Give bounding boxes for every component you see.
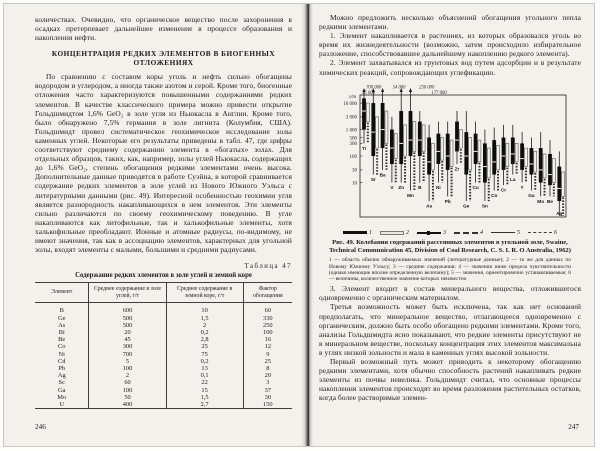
table-cell: 1,5 xyxy=(166,394,243,401)
y-tick-label: 3 000 xyxy=(345,115,357,121)
lit-core-bar xyxy=(502,137,506,169)
table-cell: 400 xyxy=(89,401,166,409)
table-row xyxy=(35,322,292,329)
mean-tick xyxy=(437,151,441,152)
book-spread-scan xyxy=(3,3,595,447)
table-cell: Be xyxy=(58,336,66,344)
mean-tick xyxy=(539,169,543,170)
table-row xyxy=(35,358,292,365)
annotation-value: 177 000 xyxy=(431,90,447,96)
element-label: La xyxy=(510,176,516,182)
table-row xyxy=(35,303,292,315)
element-label: V xyxy=(390,184,394,190)
table-cell: Co xyxy=(58,343,66,351)
nsw-range-bar xyxy=(487,148,490,178)
table-cell: 2 xyxy=(89,372,166,379)
mean-tick xyxy=(483,166,487,167)
mean-tick xyxy=(446,155,450,156)
table-cell: U xyxy=(59,400,65,408)
nsw-range-bar xyxy=(497,145,500,169)
element-label: Zn xyxy=(398,184,405,190)
page-number-left: 246 xyxy=(35,423,46,431)
table-cell: 0,2 xyxy=(166,329,243,336)
paragraph: Можно предложить несколько объяснений обогащения угольного пепла редкими элементами. xyxy=(319,13,581,32)
y-tick-label: 1 000 xyxy=(345,128,357,134)
table-cell: 9 xyxy=(243,351,292,358)
table-row xyxy=(35,329,292,336)
table-cell: 25 xyxy=(243,358,292,365)
figure-legend-text: 1 — область обычно обнаруживаемых значений (литературные данные); 2 — то же для данных по Новому Южному Уэльсу; 3 — средние содержания; 4 — значения ниже предела чувствительности (однако имеющие вполне определенную величину); 5 — значения, ориентировочно устанавливаемые; 6 — величины, количественное значение которых неизвестно xyxy=(329,257,571,283)
y-tick-label: 10 000 xyxy=(343,101,357,107)
nsw-range-bar xyxy=(506,143,509,166)
annotation-value: 700 000 xyxy=(366,85,382,91)
table-cell: 600 xyxy=(89,303,166,315)
arrow-head xyxy=(381,88,384,92)
mean-tick xyxy=(520,158,524,159)
list-item-2: 2. Элемент захватывался из грунтовых вод путем адсорбции и в результате химических реакций, сопровождающих углефикацию. xyxy=(319,58,581,77)
nsw-range-bar xyxy=(450,140,453,167)
legend-sample-thin-solid xyxy=(491,232,515,233)
table-cell: 330 xyxy=(243,315,292,322)
annotation-value: 54 000 xyxy=(392,85,406,91)
table-cell: 60 xyxy=(89,379,166,386)
table-row xyxy=(35,387,292,394)
nsw-range-bar xyxy=(422,125,425,151)
table-cell: Pb xyxy=(58,364,66,372)
legend-number: 1 xyxy=(369,229,372,236)
lit-core-bar xyxy=(381,103,385,148)
table-cell: 60 xyxy=(243,303,292,315)
element-label: Sn xyxy=(481,203,488,209)
legend-number: 3 xyxy=(443,229,446,236)
lit-core-bar xyxy=(530,148,534,175)
mean-tick xyxy=(381,129,385,130)
lit-core-bar xyxy=(474,133,478,163)
nsw-range-bar xyxy=(525,148,528,167)
y-tick-label: 10 xyxy=(352,181,357,187)
element-label: Cr xyxy=(500,187,507,193)
mean-tick xyxy=(390,147,394,148)
table-cell: 10 xyxy=(166,303,243,315)
legend-number: 5 xyxy=(517,229,520,236)
element-label: Sr xyxy=(370,176,376,182)
element-label: Ti xyxy=(361,145,367,151)
lit-core-bar xyxy=(483,143,487,182)
y-tick-label: 100 xyxy=(349,154,357,160)
body-paragraph: По сравнению с составом коры уголь и нефть сильно обогащены водородом и углеродом, а иногда также азотом и серой. Кроме того, биогенные отложения часто характеризуются повышенными содержаниями редких элементов. В качестве классического примера можно привести открытие Гольдшмидтом 1,6% GeO₂ в золе угля из Ньюкасла в Англии. Кроме того, было обнаружено 7,5% германия в золе лигнита (Колумбия, США). Гольдшмидт провел систематическое геохимическое исследование золы каменных углей. Некоторые его результаты приведены в табл. 47, где цифры соответствуют среднему содержанию элемента в «богатых» золах. Для отдельных образцов, таких, как, например, золы углей Ньюкасла, содержащих до 1,6% GeO₂, степень обогащения редкими элементами очень высока. Дополнительные данные приводятся в работе Суэйна, в которой сравнивается содержание редких элементов в золе углей из Нового Южного Уэльса с литературными данными (рис. 49). Интересной особенностью геохимии угля является разнородность накапливающихся в нем элементов. Эти элементы сильно различаются по своему геохимическому поведению. В угле накапливаются как литофильные, так и халькофильные элементы, хотя халькофильные преобладают. Ионные и атомные радиусы, по-видимому, не имеют значения, так как в ассоциацию элементов, характерных для угольной золы, входят элементы с малыми, большими и средними радиусами. xyxy=(35,72,292,255)
nsw-range-bar xyxy=(459,129,462,148)
table-cell: Ag xyxy=(57,372,66,380)
table-cell: 300 xyxy=(89,343,166,350)
y-tick-label: 300 xyxy=(349,141,357,147)
nsw-range-bar xyxy=(552,158,555,182)
table-cell: Cd xyxy=(58,357,66,365)
table-cell: 20 xyxy=(243,372,292,379)
table-cell: Ge xyxy=(58,314,66,322)
mean-tick xyxy=(548,174,552,175)
y-axis-unit: г/т xyxy=(349,94,356,100)
nsw-range-bar xyxy=(534,151,537,172)
element-label: B xyxy=(418,184,422,190)
legend-sample-thick-solid-bar xyxy=(343,231,367,234)
lit-core-bar xyxy=(492,140,496,174)
table-cell: 13 xyxy=(166,365,243,372)
annotation-value: 35 000 xyxy=(362,90,375,96)
element-label: Mn xyxy=(407,192,414,198)
mean-tick xyxy=(362,110,366,111)
lit-core-bar xyxy=(437,133,441,163)
nsw-range-bar xyxy=(385,111,388,143)
legend-sample-line-with-mean-tick xyxy=(417,232,441,234)
element-label: As xyxy=(426,203,433,209)
legend-item xyxy=(343,230,372,236)
lit-core-bar xyxy=(371,103,375,156)
nsw-range-bar xyxy=(404,125,407,156)
element-label: Y xyxy=(520,184,524,190)
table-row xyxy=(35,351,292,358)
lit-core-bar xyxy=(455,121,459,151)
mean-tick xyxy=(502,155,506,156)
table-cell: 500 xyxy=(89,322,166,329)
table-cell: 37 xyxy=(243,387,292,394)
mean-tick xyxy=(492,161,496,162)
element-label: Ag xyxy=(556,210,563,216)
table-header-cell: Элемент xyxy=(35,283,89,303)
nsw-range-bar xyxy=(441,137,444,160)
mean-tick xyxy=(464,155,468,156)
lit-core-bar xyxy=(557,166,561,200)
table-cell: 50 xyxy=(89,394,166,401)
paragraph: Первый возможный путь может приводить к некоторому обогащению редкими элементами, хотя обычно способность растений накапливать редкие элементы из почвы невелика. Гольдшмидт считал, что основные процессы накопления элементов происходят во время разложения растительных остатков, когда более растворимые элемен- xyxy=(319,357,581,403)
element-label: Pb xyxy=(444,198,451,204)
element-label: Zr xyxy=(454,166,460,172)
paragraph: Третья возможность может быть исключена, так как нет оснований предполагать, что минеральное вещество, отлагающееся одновременно с органическим, должно быть особо обогащено редкими элементами. Кроме того, анализы Гольдшмидта ясно показывают, что редкие элементы присутствуют не в минеральном веществе, поскольку концентрация этих элементов максимальна в углях низкой зольности и мала в каменных углях высокой зольности. xyxy=(319,302,581,357)
mean-tick xyxy=(511,153,515,154)
element-label: Be xyxy=(547,198,553,204)
table-cell: 500 xyxy=(89,315,166,322)
table-cell: As xyxy=(58,321,66,329)
nsw-range-bar xyxy=(515,143,518,162)
table-cell: 25 xyxy=(166,343,243,350)
legend-number: 6 xyxy=(554,229,557,236)
table-row xyxy=(35,379,292,386)
mean-tick xyxy=(399,143,403,144)
table-row xyxy=(35,343,292,350)
table-cell: Ni xyxy=(58,350,65,358)
legend-sample-open-outline-bar xyxy=(380,231,404,235)
table-cell: 22 xyxy=(166,379,243,386)
element-label: Co xyxy=(491,192,498,198)
table-row xyxy=(35,336,292,343)
table-row xyxy=(35,372,292,379)
legend-item xyxy=(454,230,483,236)
table-cell: 150 xyxy=(243,401,292,409)
page-number-right: 247 xyxy=(568,423,579,431)
paragraph-continuation: количествах. Очевидно, что органическое вещество после захоронения в осадках претерпевает дальнейшее изменение в процессе образования и накопления нефти. xyxy=(35,15,292,43)
table-cell: Ga xyxy=(58,386,66,394)
table-row xyxy=(35,365,292,372)
section-heading: КОНЦЕНТРАЦИЯ РЕДКИХ ЭЛЕМЕНТОВ В БИОГЕННЫХ ОТЛОЖЕНИЯХ xyxy=(51,49,276,68)
table-cell: 15 xyxy=(166,387,243,394)
table-row xyxy=(35,315,292,322)
table-cell: 0,1 xyxy=(166,372,243,379)
table-cell: 3 xyxy=(243,379,292,386)
lit-core-bar xyxy=(427,137,431,174)
table-cell: 2,8 xyxy=(166,336,243,343)
table-cell: 45 xyxy=(89,336,166,343)
table-cell: Bi xyxy=(58,328,65,336)
lit-core-bar xyxy=(520,143,524,170)
table-cell: 16 xyxy=(243,336,292,343)
figure-caption: Рис. 49. Колебания содержаний рассеянных элементов в угольной золе, Swaine, Technical Communication 45, Division of Coal Research, C. S. I. R. O Australia, 1962) xyxy=(329,238,571,254)
table-cell: Sc xyxy=(58,379,65,387)
element-label: Ge xyxy=(463,203,470,209)
table-cell: 2,7 xyxy=(166,401,243,409)
table-cell: 30 xyxy=(243,394,292,401)
mean-tick xyxy=(557,188,561,189)
table-row xyxy=(35,394,292,401)
element-label: Cu xyxy=(472,184,479,190)
table-47 xyxy=(35,282,292,409)
table-cell: 20 xyxy=(89,329,166,336)
mean-tick xyxy=(427,161,431,162)
coal-ash-range-chart xyxy=(324,81,576,229)
mean-tick xyxy=(474,151,478,152)
element-label: Ni xyxy=(436,184,441,190)
nsw-range-bar xyxy=(376,117,379,148)
table-cell: 12 xyxy=(243,343,292,350)
y-tick-label: 500 xyxy=(349,135,357,141)
lit-core-bar xyxy=(399,111,403,164)
legend-item xyxy=(380,230,409,236)
annotation-value: 250 000 xyxy=(419,85,435,91)
table-cell: 250 xyxy=(243,322,292,329)
lit-core-bar xyxy=(418,121,422,155)
list-item-1: 1. Элемент накапливается в растениях, из которых образовался уголь во время их жизнедеятельности (возможно, затем происходило избирательное разложение, способствовавшее дальнейшему накоплению редкого элемента). xyxy=(319,31,581,59)
element-label: Ga xyxy=(528,192,535,198)
legend-item xyxy=(528,230,557,236)
table-cell: 8 xyxy=(243,365,292,372)
lit-core-bar xyxy=(548,154,552,185)
element-label: Ba xyxy=(379,172,386,178)
lit-core-bar xyxy=(446,133,450,169)
table-cell: Mo xyxy=(57,393,67,401)
lit-core-bar xyxy=(409,111,413,156)
lit-core-bar xyxy=(539,148,543,182)
legend-item xyxy=(491,230,520,236)
table-row xyxy=(35,401,292,409)
mean-tick xyxy=(530,163,534,164)
table-cell: 5 xyxy=(89,358,166,365)
figure-legend-samples xyxy=(319,230,581,236)
right-page xyxy=(310,4,596,446)
table-cell: 2 xyxy=(166,322,243,329)
table-cell: 0,2 xyxy=(166,358,243,365)
table-label: Таблица 47 xyxy=(244,263,292,271)
table-cell: 100 xyxy=(89,365,166,372)
mean-tick xyxy=(371,131,375,132)
legend-item xyxy=(417,230,446,236)
nsw-range-bar xyxy=(394,133,397,158)
mean-tick xyxy=(455,139,459,140)
left-page xyxy=(4,4,301,446)
lit-core-bar xyxy=(390,129,394,163)
list-item-3: 3. Элемент входит в состав минерального вещества, отложившегося одновременно с органическим материалом. xyxy=(319,284,581,303)
mean-tick xyxy=(418,139,422,140)
arrow-head xyxy=(409,88,412,92)
nsw-range-bar xyxy=(562,172,565,196)
nsw-range-bar xyxy=(413,121,416,151)
nsw-range-bar xyxy=(366,103,369,122)
nsw-range-bar xyxy=(469,137,472,169)
table-cell: 75 xyxy=(166,351,243,358)
figure-49 xyxy=(319,81,581,283)
element-label: Mo xyxy=(537,198,545,204)
legend-sample-dash-dot xyxy=(528,232,552,233)
nsw-range-bar xyxy=(543,154,546,178)
table-header-cell: Среднее содержание в земной коре, г/т xyxy=(166,283,243,303)
table-cell: B xyxy=(59,307,64,315)
nsw-range-bar xyxy=(432,143,435,170)
mean-tick xyxy=(409,139,413,140)
lit-core-bar xyxy=(511,137,515,164)
table-cell: 700 xyxy=(89,351,166,358)
table-cell: 100 xyxy=(89,387,166,394)
table-header-cell: Среднее содержание в золе углей, г/т xyxy=(89,283,166,303)
y-tick-label: 30 xyxy=(352,168,357,174)
legend-sample-heavy-dashed xyxy=(454,232,478,234)
table-header-cell: Фактор обогащения xyxy=(243,283,292,303)
nsw-range-bar xyxy=(478,140,481,162)
lit-core-bar xyxy=(362,98,366,129)
table-title: Содержание редких элементов в золе углей и земной коре xyxy=(75,272,252,280)
legend-number: 4 xyxy=(480,229,483,236)
table-cell: 1,5 xyxy=(166,315,243,322)
lit-core-bar xyxy=(464,132,468,174)
table-cell: 100 xyxy=(243,329,292,336)
legend-number: 2 xyxy=(406,229,409,236)
